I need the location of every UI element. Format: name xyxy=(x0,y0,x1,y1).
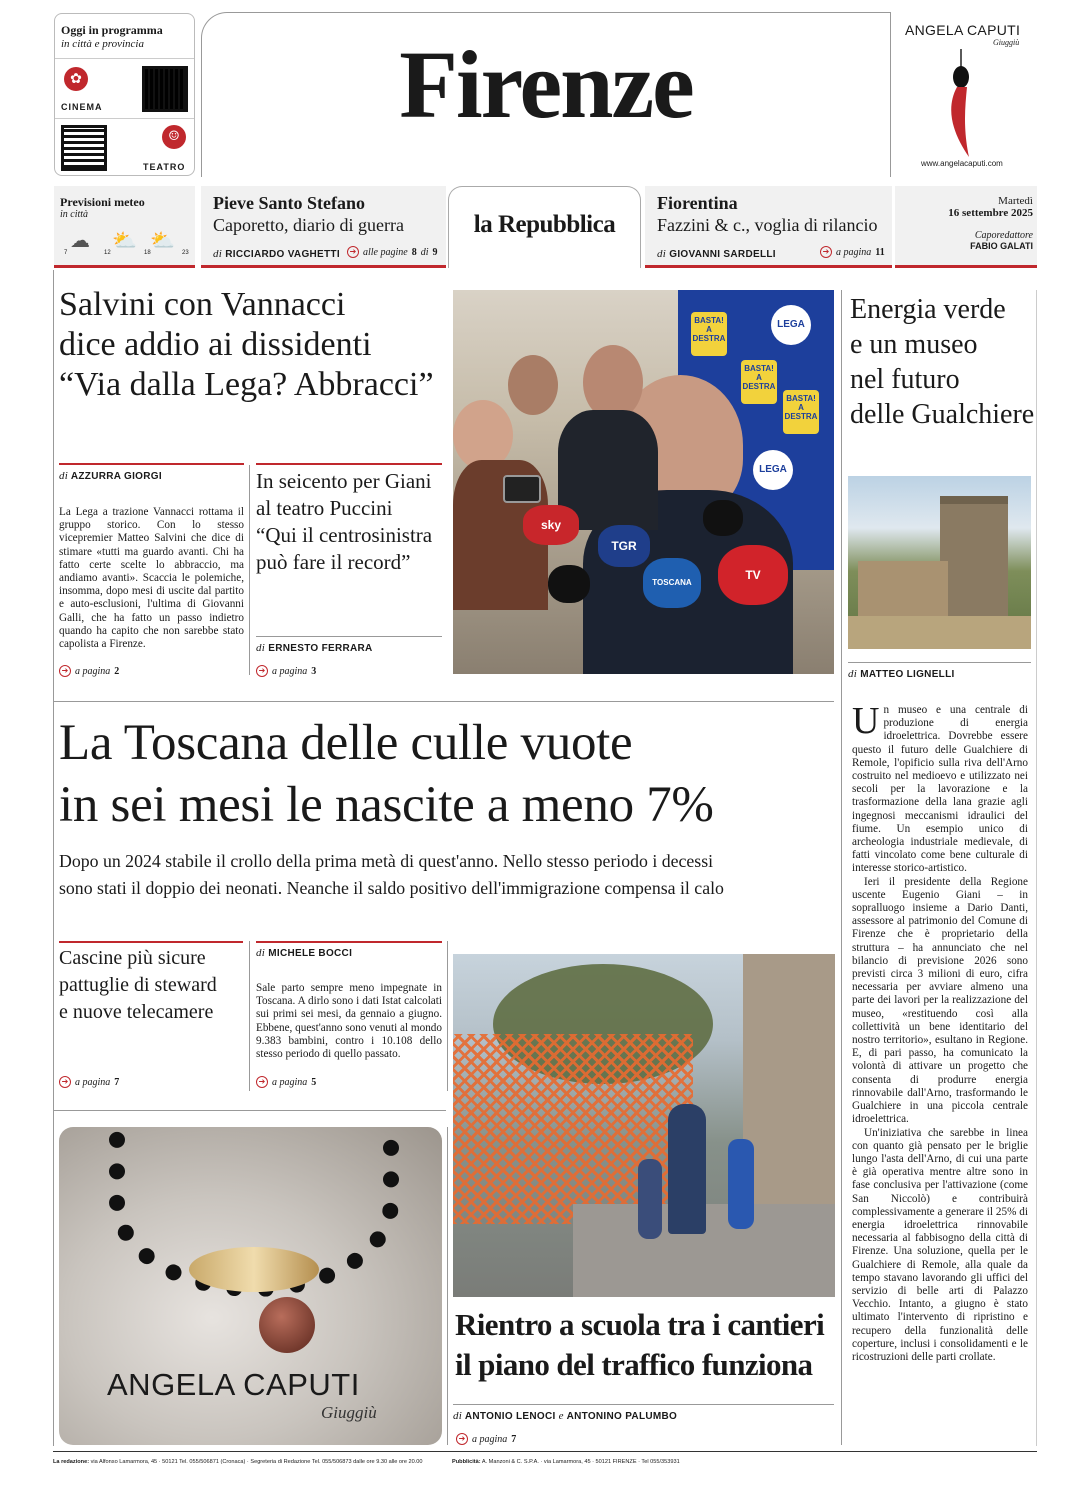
giani-byline: di ERNESTO FERRARA xyxy=(256,642,373,654)
dateline-day: Martedì xyxy=(998,195,1033,207)
teaser-right[interactable] xyxy=(645,186,892,268)
arrow-icon: ➔ xyxy=(820,246,832,258)
teatro-icon: ☺ xyxy=(162,125,186,149)
salvini-pageref[interactable]: ➔ a pagina 2 xyxy=(59,665,119,677)
nascite-byline: di MICHELE BOCCI xyxy=(256,947,353,959)
programma-box xyxy=(54,13,195,176)
main-top-rule xyxy=(54,701,834,702)
teatro-label[interactable]: TEATRO xyxy=(143,162,186,172)
ad-top-url[interactable]: www.angelacaputi.com xyxy=(921,159,1003,168)
salvini-rule xyxy=(59,463,244,465)
scuola-photo[interactable] xyxy=(453,954,835,1297)
backdrop-banner: BASTA! A DESTRA xyxy=(783,390,819,434)
teaser-left-title: Caporetto, diario di guerra xyxy=(213,215,404,235)
salvini-body: La Lega a trazione Vannacci rottama il gruppo storico. Con lo stesso vicepremier Matteo Salvini che dice di stimare «tutti ma guardo avanti. Chi ha fatto certe scelte lo abbraccio, ma andiamo avanti». Scaccia le polemiche, insomma, dopo mesi di uscite dal partito e auto-esclusioni, l'ultima di Giovanni Galli, che ha fatto un passo indietro quando ha capito che non sarebbe stato capolista a Firenze. xyxy=(59,506,244,651)
nascite-rule xyxy=(256,941,442,943)
mic-black xyxy=(548,565,590,603)
energia-byline-rule xyxy=(848,662,1031,663)
energia-byline: di MATTEO LIGNELLI xyxy=(848,668,955,680)
ad-top-sub: Giuggiù xyxy=(993,38,1020,47)
meteo-box xyxy=(54,186,195,268)
masthead-title: Firenze xyxy=(399,31,693,138)
dateline-role: Caporedattore xyxy=(974,230,1033,241)
ad-top[interactable] xyxy=(895,14,1037,176)
main-headline[interactable]: La Toscana delle culle vuote in sei mesi le nascite a meno 7% xyxy=(59,715,714,833)
nascite-pageref[interactable]: ➔ a pagina 5 xyxy=(256,1076,316,1088)
mic-black xyxy=(703,500,743,536)
ad-bottom[interactable] xyxy=(59,1127,442,1445)
teaser-left[interactable] xyxy=(201,186,446,268)
cascine-pageref[interactable]: ➔ a pagina 7 xyxy=(59,1076,119,1088)
arrow-icon: ➔ xyxy=(59,665,71,677)
arrow-icon: ➔ xyxy=(59,1076,71,1088)
path xyxy=(848,616,1031,649)
giani-pageref[interactable]: ➔ a pagina 3 xyxy=(256,665,316,677)
person-bodyguard xyxy=(583,345,643,420)
giani-rule xyxy=(256,463,442,465)
scuola-pageref[interactable]: ➔ a pagina 7 xyxy=(456,1433,516,1445)
ad-bottom-brand: ANGELA CAPUTI xyxy=(107,1367,360,1402)
scuola-byline-rule xyxy=(453,1404,834,1405)
tower xyxy=(940,496,1008,616)
giani-headline[interactable]: In seicento per Giani al teatro Puccini “Qui il centrosinistra può fare il record” xyxy=(256,469,433,574)
repubblica-logo: la Repubblica xyxy=(473,211,616,238)
lega-badge: LEGA xyxy=(753,450,793,490)
column-divider xyxy=(249,941,250,1091)
nascite-body: Sale parto sempre meno impegnate in Toscana. A dirlo sono i dati Istat calcolati sui primi sei mesi, da gennaio a giugno. Ebbene, quest'anno sono venuti al mondo 9.383 bambini, contro i 10.108 dello stesso periodo di quello passato. xyxy=(256,982,442,1061)
footer-pubblicita: Pubblicità: A. Manzoni & C. S.P.A. · via Lamarmora, 45 · 50121 FIRENZE · Tel 055/353931 xyxy=(452,1459,680,1465)
meteo-hour: 18 xyxy=(144,250,151,256)
smartphone xyxy=(503,475,541,503)
column-divider xyxy=(249,465,250,675)
cinema-label[interactable]: CINEMA xyxy=(61,102,103,112)
pendant-stone xyxy=(259,1297,315,1353)
meteo-hour: 7 xyxy=(64,250,68,256)
salvini-byline: di AZZURRA GIORGI xyxy=(59,470,162,482)
programma-subtitle: in città e provincia xyxy=(61,38,144,50)
gualchiere-photo[interactable] xyxy=(848,476,1031,649)
meteo-hour: 12 xyxy=(104,250,111,256)
teaser-right-kicker: Fiorentina xyxy=(657,193,738,213)
qr-code-cinema[interactable] xyxy=(142,66,188,112)
cascine-headline[interactable]: Cascine più sicure pattuglie di steward e nuove telecamere xyxy=(59,947,217,1023)
teaser-right-byline: di GIOVANNI SARDELLI xyxy=(657,248,776,260)
lega-badge: LEGA xyxy=(771,305,811,345)
mic-sky: sky xyxy=(523,505,579,545)
dateline-box xyxy=(895,186,1037,268)
giani-byline-rule xyxy=(256,636,442,637)
programma-title: Oggi in programma xyxy=(61,23,163,37)
footer-rule xyxy=(53,1451,1037,1452)
arrow-icon: ➔ xyxy=(256,1076,268,1088)
scuola-headline[interactable]: Rientro a scuola tra i cantieri il piano del traffico funziona xyxy=(455,1307,825,1382)
teaser-left-byline: di RICCIARDO VAGHETTI xyxy=(213,248,340,260)
column-divider xyxy=(447,1127,448,1445)
dateline-editor: FABIO GALATI xyxy=(970,241,1033,251)
mic-tgr: TGR xyxy=(598,525,650,567)
scuola-byline: di ANTONIO LENOCI e ANTONINO PALUMBO xyxy=(453,1410,678,1422)
person-reporter-2 xyxy=(508,355,558,415)
qr-code-teatro[interactable] xyxy=(61,125,107,171)
section-rule xyxy=(54,1110,446,1111)
meteo-icon-partly-cloudy-2: ⛅ xyxy=(150,228,175,252)
ad-top-brand: ANGELA CAPUTI xyxy=(905,22,1021,38)
person-child-1 xyxy=(638,1159,662,1239)
person-adult xyxy=(668,1104,706,1234)
meteo-icon-partly-cloudy-1: ⛅ xyxy=(112,228,137,252)
repubblica-box xyxy=(448,186,641,268)
chili-pendant-icon xyxy=(935,49,985,161)
backdrop-banner: BASTA! A DESTRA xyxy=(691,312,727,356)
cinema-icon: ✿ xyxy=(64,67,88,91)
meteo-hour: 23 xyxy=(182,250,189,256)
dateline-date: 16 settembre 2025 xyxy=(948,207,1033,219)
teaser-left-pageref[interactable]: ➔ alle pagine 8 di 9 xyxy=(347,246,438,258)
ad-bottom-sub: Giuggiù xyxy=(321,1403,377,1422)
building xyxy=(858,561,948,616)
page-left-rule xyxy=(53,270,54,1446)
arrow-icon: ➔ xyxy=(347,246,359,258)
dropcap: U xyxy=(852,700,880,742)
footer-redazione: La redazione: via Alfonso Lamarmora, 45 · 50121 Tel. 055/506871 (Cronaca) · Segreteria di Redazione Tel. 055/506873 dalle ore 9.30 alle ore 20.00 xyxy=(53,1459,423,1465)
cascine-rule xyxy=(59,941,243,943)
column-divider xyxy=(447,941,448,1091)
backdrop-banner: BASTA! A DESTRA xyxy=(741,360,777,404)
mic-toscana: TOSCANA xyxy=(643,558,701,608)
teaser-right-title: Fazzini & c., voglia di rilancio xyxy=(657,215,878,235)
arrow-icon: ➔ xyxy=(456,1433,468,1445)
teaser-left-kicker: Pieve Santo Stefano xyxy=(213,193,365,213)
pendant-leaves xyxy=(189,1247,319,1292)
meteo-title: Previsioni meteo xyxy=(60,195,145,209)
person-child-2 xyxy=(728,1139,754,1229)
meteo-icon-cloud: ☁ xyxy=(70,228,90,252)
salvini-headline[interactable]: Salvini con Vannacci dice addio ai dissidenti “Via dalla Lega? Abbracci” xyxy=(59,286,434,403)
arrow-icon: ➔ xyxy=(256,665,268,677)
page-right-rule xyxy=(1036,290,1037,1446)
energia-headline[interactable]: Energia verde e un museo nel futuro delle Gualchiere xyxy=(850,294,1035,430)
salvini-photo[interactable] xyxy=(453,290,834,674)
main-deck: Dopo un 2024 stabile il crollo della prima metà di quest'anno. Nello stesso periodo i decessi sono stati il doppio dei neonati. Neanche il saldo positivo dell'immigrazione compensa il calo xyxy=(59,851,724,898)
meteo-subtitle: in città xyxy=(60,209,89,220)
mic-red: TV xyxy=(718,545,788,605)
energia-body: U n museo e una centrale di produzione di energia idroelettrica. Dovrebbe essere questo il futuro delle Gualchiere di Remole, l'opificio sulla riva dell'Arno costruito nel medioevo e utilizzato nei secoli per la lavorazione e la trasformazione della lana grazie agli ingegnosi meccanismi idraulici del fiume. Un esempio unico di archeologia industriale medievale, di fatti vincolato come bene culturale di interesse storico-artistico. Ieri il presidente della Regione uscente Eugenio Giani – in sopralluogo insieme a Dario Danti, assessore al patrimonio del Comune di Firenze che è proprietario della struttura – ha annunciato che nel bilancio di previsione 2026 sono previsti circa 3 milioni di euro, cifra necessaria per avviare almeno una parte dei lavori per la realizzazione del museo, «restituendo così alla collettività un bene identitario del nostro territorio», esultano in Regione. E, di pari passo, ha comunicato la volontà di attivare un progetto che consenta di produrre energia rinnovabile dall'Arno, trasformando le Gualchiere in una piccola centrale idroelettrica. Un'iniziativa che sarebbe in linea con quanto già pensato per le briglie lungo l'asta dell'Arno, di cui una parte è già operativa mentre altre sono in fase conclusiva per l'attivazione (come San Niccolò) e contribuirà complessivamente a generare il 25% di energia idroelettrica rinnovabile necessaria al fabbisogno della città di Firenze. Una soluzione, quella per le Gualchiere di Remole, alla quale da tempo stavano lavorando gli uffici del servizio di belle arti di Palazzo Vecchio. Intanto, a giugno è stato ultimato l'intervento di ripristino e recupero della funzionalità delle coperture, inclusi i consolidamenti e le ricostruzioni delle parti crollate. xyxy=(852,700,1028,1363)
teaser-right-pageref[interactable]: ➔ a pagina 11 xyxy=(820,246,885,258)
